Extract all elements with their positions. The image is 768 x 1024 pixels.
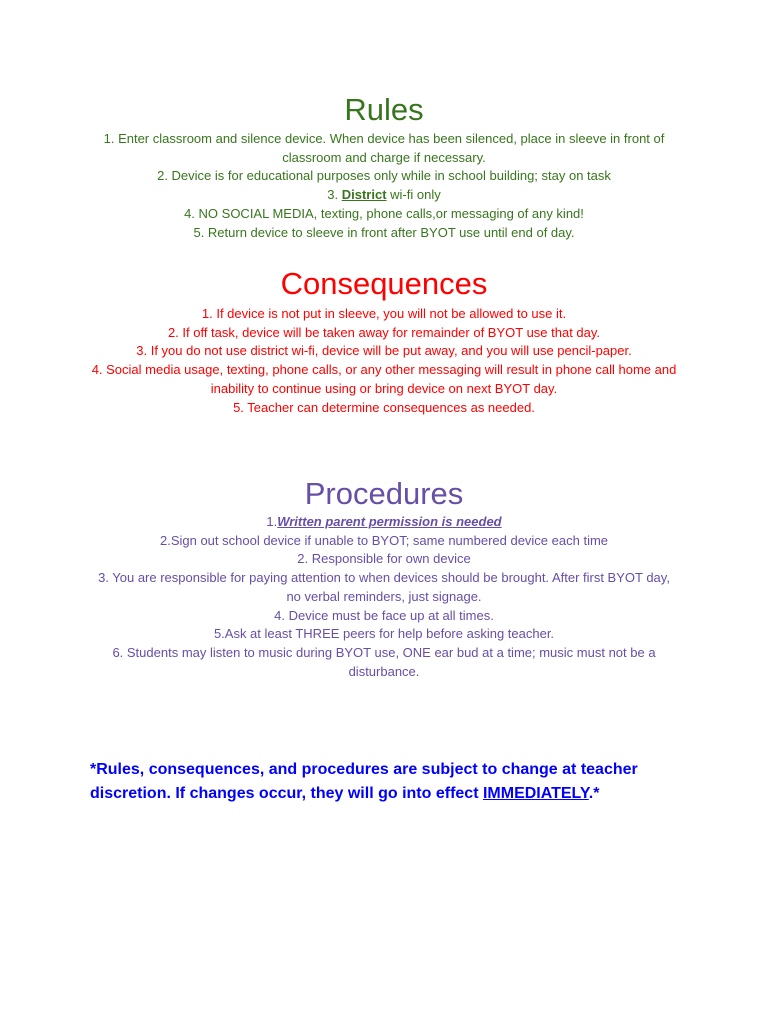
- rule-number: 3.: [327, 187, 342, 203]
- consequence-item: 1. If device is not put in sleeve, you will not be allowed to use it.: [201, 306, 567, 321]
- rule-item: 5. Return device to sleeve in front after BYOT use until end of day.: [193, 224, 575, 240]
- consequence-item: 4. Social media usage, texting, phone calls, or any other messaging will result in phone call home and inability to continue using or bring device on next BYOT day.: [91, 362, 677, 396]
- procedures-section: [0, 475, 768, 681]
- consequence-item: 3. If you do not use district wi-fi, device will be put away, and you will use pencil-paper.: [136, 343, 632, 359]
- rule-item: 2. Device is for educational purposes only while in school building; stay on task: [157, 168, 611, 184]
- procedure-item: [0, 513, 768, 532]
- procedure-emphasis: Written parent permission is needed: [277, 514, 502, 529]
- procedure-item: 2.Sign out school device if unable to BYOT; same numbered device each time: [159, 532, 609, 548]
- disclaimer-text: *Rules, consequences, and procedures are subject to change at teacher discretion. If changes occur, they will go into effect: [90, 761, 638, 802]
- disclaimer-emphasis: IMMEDIATELY: [482, 785, 589, 802]
- procedure-item: 3. You are responsible for paying attention to when devices should be brought. After first BYOT day, no verbal reminders, just signage.: [98, 570, 670, 604]
- procedure-item: 4. Device must be face up at all times.: [274, 607, 494, 623]
- procedure-item: 2. Responsible for own device: [297, 551, 471, 567]
- rule-item: [0, 186, 768, 205]
- consequences-title: Consequences: [280, 266, 488, 301]
- disclaimer-suffix: .*: [588, 785, 600, 802]
- disclaimer-note: [90, 758, 680, 806]
- consequences-list: [0, 305, 768, 417]
- consequence-item: 5. Teacher can determine consequences as needed.: [233, 399, 535, 415]
- rules-section: [0, 91, 768, 242]
- procedure-number: 1.: [266, 514, 278, 529]
- procedures-title: Procedures: [304, 476, 464, 511]
- consequences-section: [0, 265, 768, 417]
- rules-title: Rules: [344, 92, 424, 127]
- rules-list: [0, 130, 768, 242]
- rule-item: 1. Enter classroom and silence device. When device has been silenced, place in sleeve in front of classroom and charge if necessary.: [103, 131, 665, 165]
- procedures-list: [0, 513, 768, 681]
- rule-emphasis: District: [341, 187, 387, 203]
- rule-item: 4. NO SOCIAL MEDIA, texting, phone calls,or messaging of any kind!: [184, 205, 584, 221]
- procedure-item: 6. Students may listen to music during BYOT use, ONE ear bud at a time; music must not be a disturbance.: [112, 644, 656, 679]
- consequence-item: 2. If off task, device will be taken away for remainder of BYOT use that day.: [167, 324, 601, 340]
- rule-text: wi-fi only: [386, 187, 441, 203]
- procedure-item: 5.Ask at least THREE peers for help before asking teacher.: [213, 626, 555, 642]
